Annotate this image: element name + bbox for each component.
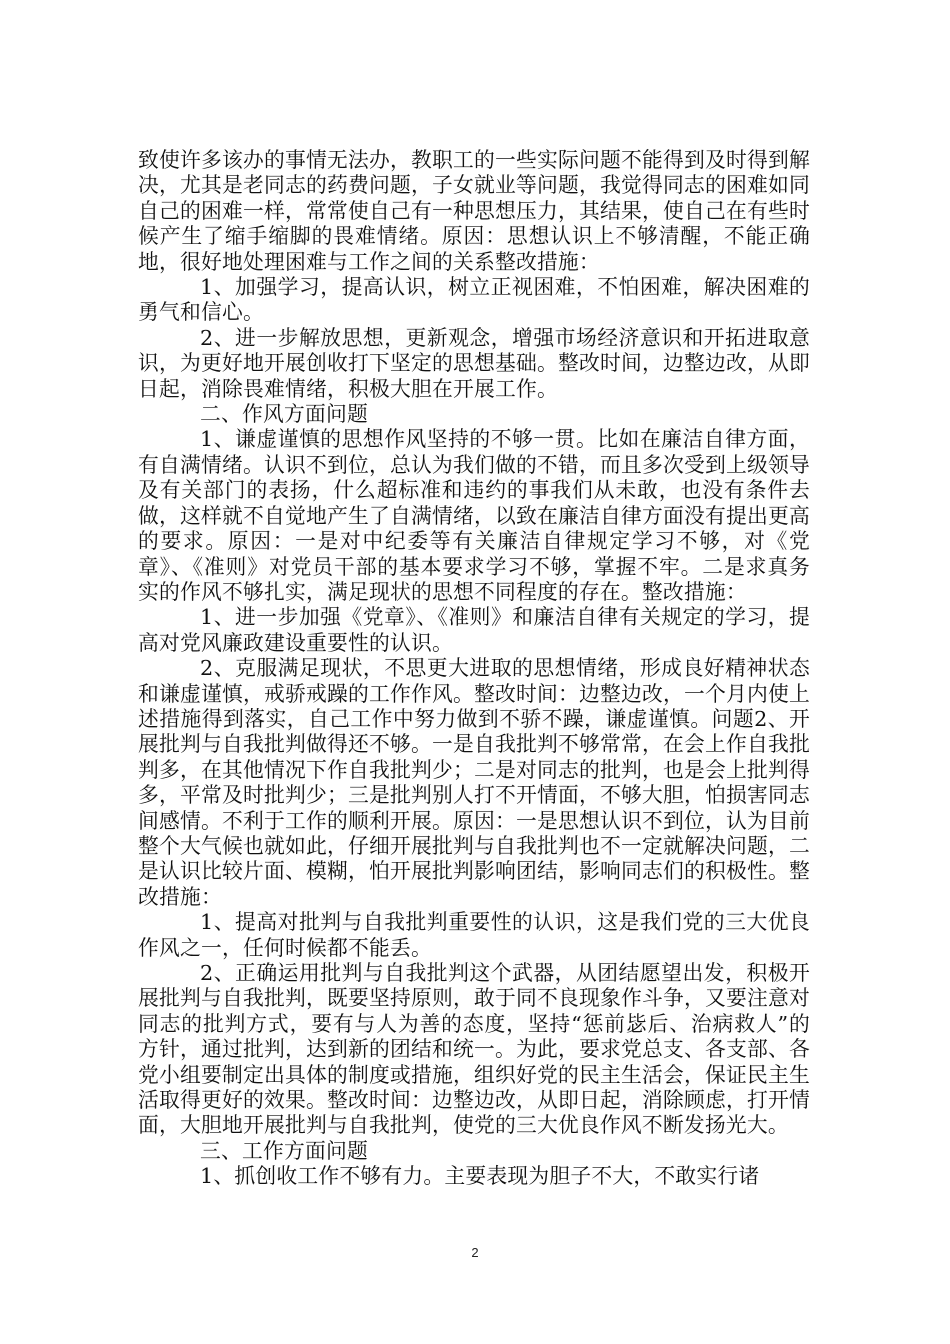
paragraph-criticism-measure-1: 1、提高对批判与自我批判重要性的认识，这是我们党的三大优良作风之一，任何时候都不能丢。: [138, 910, 810, 960]
paragraph-style-problem-1: 1、谦虚谨慎的思想作风坚持的不够一贯。比如在廉洁自律方面，有自满情绪。认识不到位，总认为我们做的不错，而且多次受到上级领导及有关部门的表扬，什么超标准和违约的事我们从未敢，也没有条件去做，这样就不自觉地产生了自满情绪，以致在廉洁自律方面没有提出更高的要求。原因：一是对中纪委等有关廉洁自律规定学习不够，对《党章》、《准则》对党员干部的基本要求学习不够，掌握不牢。二是求真务实的作风不够扎实，满足现状的思想不同程度的存在。整改措施：: [138, 427, 810, 604]
document-body: [138, 148, 810, 1190]
paragraph-work-problem-1: 1、抓创收工作不够有力。主要表现为胆子不大，不敢实行诸: [200, 1164, 760, 1189]
paragraph-measure-2: 2、进一步解放思想，更新观念，增强市场经济意识和开拓进取意识，为更好地开展创收打下坚定的思想基础。整改时间，边整边改，从即日起，消除畏难情绪，积极大胆在开展工作。: [138, 325, 810, 401]
section-heading-style: 二、作风方面问题: [200, 402, 368, 427]
section-heading-work: 三、工作方面问题: [200, 1138, 368, 1163]
paragraph-criticism-measure-2: 2、正确运用批判与自我批判这个武器，从团结愿望出发，积极开展批判与自我批判，既要坚持原则，敢于同不良现象作斗争，又要注意对同志的批判方式，要有与人为善的态度，坚持“惩前毖后、治病救人”的方针，通过批判，达到新的团结和统一。为此，要求党总支、各支部、各党小组要制定出具体的制度或措施，组织好党的民主生活会，保证民主生活取得更好的效果。整改时间：边整边改，从即日起，消除顾虑，打开情面，大胆地开展批判与自我批判，使党的三大优良作风不断发扬光大。: [138, 961, 810, 1138]
paragraph-style-measure-2: 2、克服满足现状，不思更大进取的思想情绪，形成良好精神状态和谦虚谨慎，戒骄戒躁的工作作风。整改时间：边整边改，一个月内使上述措施得到落实，自己工作中努力做到不骄不躁，谦虚谨慎。问题2、开展批判与自我批判做得还不够。一是自我批判不够常常，在会上作自我批判多，在其他情况下作自我批判少；二是对同志的批判，也是会上批判得多，平常及时批判少；三是批判别人打不开情面，不够大胆，怕损害同志间感情。不利于工作的顺利开展。原因：一是思想认识不到位，认为目前整个大气候也就如此，仔细开展批判与自我批判也不一定就解决问题，二是认识比较片面、模糊，怕开展批判影响团结，影响同志们的积极性。整改措施：: [138, 656, 810, 909]
paragraph-problem-continuation: 致使许多该办的事情无法办，教职工的一些实际问题不能得到及时得到解决，尤其是老同志的药费问题，子女就业等问题，我觉得同志的困难如同自己的困难一样，常常使自己有一种思想压力，其结果，使自己在有些时候产生了缩手缩脚的畏难情绪。原因：思想认识上不够清醒，不能正确地，很好地处理困难与工作之间的关系整改措施：: [138, 148, 810, 274]
paragraph-measure-1: 1、加强学习，提高认识，树立正视困难，不怕困难，解决困难的勇气和信心。: [138, 275, 810, 325]
page-number: 2: [471, 1245, 479, 1260]
paragraph-style-measure-1: 1、进一步加强《党章》、《准则》和廉洁自律有关规定的学习，提高对党风廉政建设重要性的认识。: [138, 605, 810, 655]
